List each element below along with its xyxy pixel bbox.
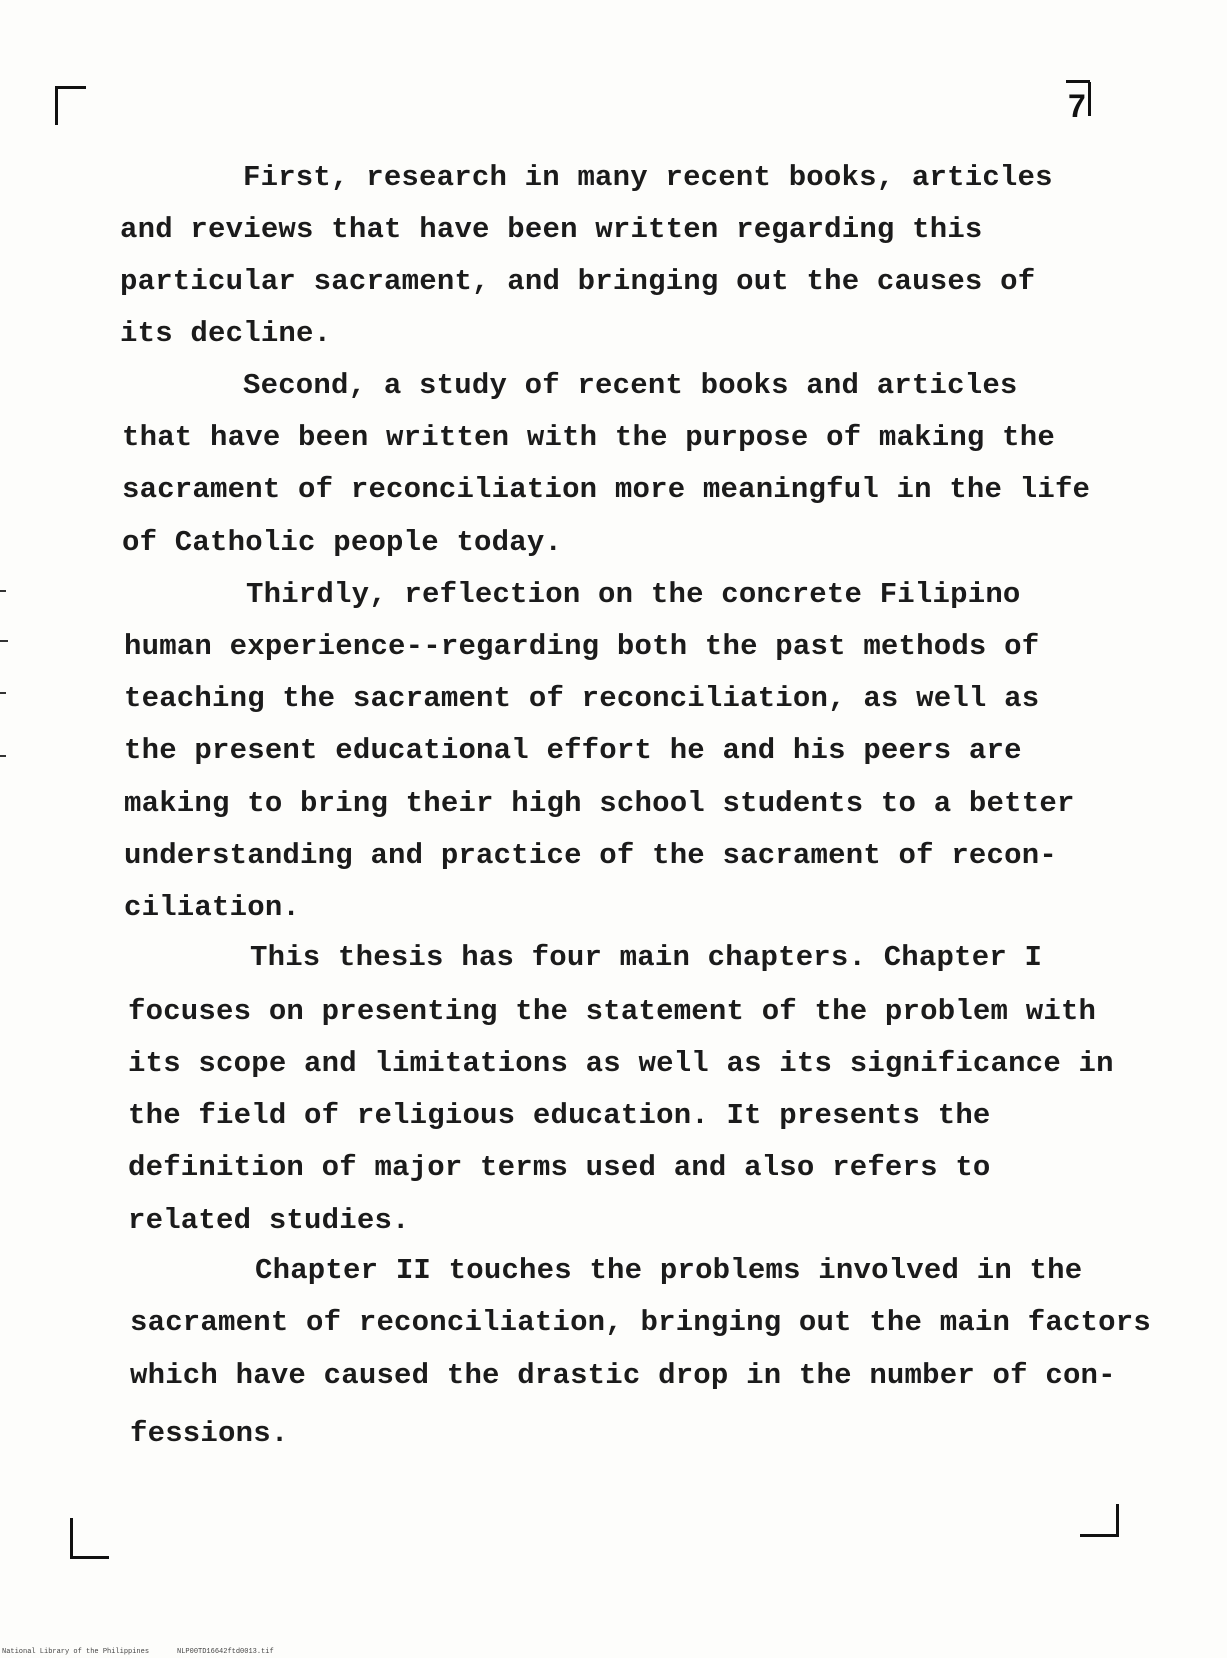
crop-mark-bottom-left: [70, 1518, 109, 1559]
body-line: the present educational effort he and his peers are: [124, 734, 1022, 767]
body-line: its decline.: [120, 317, 332, 350]
body-line: Second, a study of recent books and articles: [243, 369, 1018, 402]
body-line: sacrament of reconciliation more meaningful in the life: [122, 473, 1091, 506]
page-number: 7: [1068, 88, 1086, 124]
margin-mark: [0, 640, 8, 642]
body-line: which have caused the drastic drop in the number of con-: [130, 1359, 1116, 1392]
crop-mark-bottom-right: [1080, 1504, 1119, 1537]
footer-filename: NLP00TD16642ftd0013.tif: [177, 1648, 274, 1656]
body-line: fessions.: [130, 1417, 289, 1450]
scan-footer: [2, 1648, 302, 1657]
body-line: and reviews that have been written regarding this: [120, 213, 983, 246]
margin-mark: [0, 755, 6, 757]
body-line: sacrament of reconciliation, bringing out the main factors: [130, 1306, 1151, 1339]
margin-mark: [0, 692, 6, 694]
body-line: of Catholic people today.: [122, 526, 563, 559]
body-line: First, research in many recent books, articles: [243, 161, 1053, 194]
crop-mark-top-left: [55, 86, 86, 125]
body-line: the field of religious education. It presents the: [128, 1099, 991, 1132]
body-line: Chapter II touches the problems involved in the: [255, 1254, 1083, 1287]
body-line: teaching the sacrament of reconciliation, as well as: [124, 682, 1040, 715]
body-line: This thesis has four main chapters. Chapter I: [250, 941, 1043, 974]
body-line: definition of major terms used and also refers to: [128, 1151, 991, 1184]
body-line: related studies.: [128, 1204, 410, 1237]
body-line: focuses on presenting the statement of the problem with: [128, 995, 1097, 1028]
body-line: Thirdly, reflection on the concrete Filipino: [246, 578, 1021, 611]
body-line: ciliation.: [124, 891, 301, 924]
body-line: understanding and practice of the sacrament of recon-: [124, 839, 1057, 872]
body-line: human experience--regarding both the past methods of: [124, 630, 1040, 663]
margin-mark: [0, 590, 6, 592]
body-line: particular sacrament, and bringing out the causes of: [120, 265, 1036, 298]
body-line: its scope and limitations as well as its significance in: [128, 1047, 1114, 1080]
crop-mark-top-right-bar: [1088, 82, 1091, 116]
body-line: making to bring their high school students to a better: [124, 787, 1075, 820]
footer-library: National Library of the Philippines: [2, 1648, 150, 1656]
body-line: that have been written with the purpose of making the: [122, 421, 1055, 454]
